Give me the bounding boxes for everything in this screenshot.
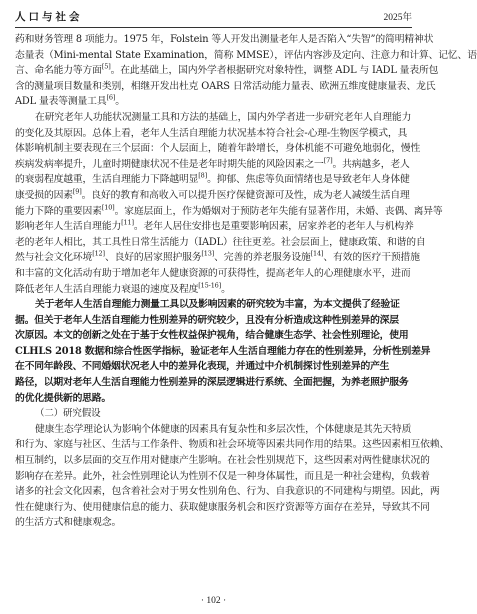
- text-line: 和丰富的文化活动有助于增加老年人健康资源的可获得性，提高老年人的心理健康水平，进而: [15, 267, 411, 279]
- citation-marker: [11]: [121, 218, 134, 227]
- citation-marker: [8]: [198, 172, 208, 181]
- text-line: 的变化及其原因。总体上看，老年人生活自理能力状况基本符合社会-心理-生物医学模式，具: [15, 127, 408, 139]
- running-header: [15, 9, 412, 23]
- citation-marker: [7]: [323, 156, 333, 165]
- paragraph: [15, 32, 477, 110]
- text-line: 的生活方式和健康观念。: [15, 517, 122, 529]
- citation-marker: [10]: [101, 203, 115, 212]
- journal-title: 人口与社会: [15, 11, 83, 23]
- text-line: 影响存在差异。此外，社会性别理论认为性别不仅是一种身体属性，而且是一种社会建构，负载着: [15, 470, 430, 482]
- text-line: 含的测量项目数量和类别，相继开发出杜克 OARS 日常活动能力量表、欧洲五维度健康量表、龙氏: [15, 80, 436, 92]
- text-line: 言、命名能力等方面[5]。在此基础上，国内外学者根据研究对象特性，调整 ADL 与 IADL 量表所包: [15, 62, 439, 77]
- text-line: 降低老年人生活自理能力衰退的速度及程度[15-16]。: [15, 281, 231, 295]
- article-body: [15, 32, 477, 531]
- text-line: 据。但关于老年人生活自理能力性别差异的研究较少，且没有分析造成这种性别差异的深层: [15, 314, 399, 326]
- citation-marker: [14]: [310, 250, 324, 259]
- text-line: 康受损的因素[9]。良好的教育和高收入可以提升医疗保健资源可及性，成为老人减缓生活自理: [15, 187, 410, 201]
- text-line: 然与社会文化环境[12]、良好的居家照护服务[13]、完善的养老服务设施[14]、有效的医疗干预措施: [15, 250, 420, 264]
- text-line: 和行为、家庭与社区、生活与工作条件、物质和社会环境等因素共同作用的结果。这些因素相互依赖、: [15, 439, 450, 451]
- text-line: 路径，以期对老年人生活自理能力性别差异的深层逻辑进行系统、全面把握，为养老照护服务: [15, 377, 409, 389]
- text-line: 性在健康行为、使用健康信息的能力、获取健康服务机会和医疗资源等方面存在差异，导致其不同: [15, 501, 430, 513]
- page-number: · 102 ·: [200, 596, 227, 606]
- citation-marker: [5]: [101, 62, 111, 71]
- text-line: 体影响机制主要表现在三个层面：个人层面上，随着年龄增长，身体机能不可避免地弱化，慢性: [15, 143, 421, 155]
- text-line: 次原因。本文的创新之处在于基于女性权益保护视角，结合健康生态学、社会性别理论，使用: [15, 330, 409, 342]
- text-line: 关于老年人生活自理能力测量工具以及影响因素的研究较为丰富，为本文提供了经验证: [35, 299, 400, 311]
- text-line: 相互制约，以多层面的交互作用对健康产生影响。在社会性别规范下，这些因素对两性健康状况的: [15, 455, 430, 467]
- text-line: 在研究老年人功能状况测量工具和方法的基础上，国内外学者进一步研究老年人自理能力: [35, 111, 412, 123]
- citation-marker: [15-16]: [198, 281, 222, 290]
- paragraph: [15, 297, 431, 406]
- text-line: 影响老年人生活自理能力[11]。老年人居住安排也是重要影响因素，居家养老的老年人与机构养: [15, 218, 414, 233]
- paragraph: [15, 422, 450, 531]
- header-rule: [15, 27, 412, 28]
- section-heading: （二）研究假设: [35, 408, 101, 420]
- text-line: ADL 量表等测量工具[6]。: [15, 94, 125, 108]
- text-line: CLHLS 2018 数据和综合性医学指标，验证老年人生活自理能力存在的性别差异，分析性别差异: [15, 345, 431, 357]
- citation-marker: [9]: [72, 187, 82, 196]
- text-line: 药和财务管理 8 项能力。1975 年，Folstein 等人开发出测量老年人是否陷入“失智”的简明精神状: [15, 34, 434, 45]
- citation-marker: [13]: [201, 250, 215, 259]
- text-line: 态量表（Mini-mental State Examination，简称 MMSE），评估内容涉及定向、注意力和计算、记忆、语: [15, 49, 477, 61]
- text-line: 疾病发病率提升，儿童时期健康状况不佳是老年时期失能的风险因素之一[7]。共病越多，老人: [15, 156, 410, 170]
- text-line: 的优化提供新的思路。: [15, 392, 111, 404]
- issue-year: 2025年: [383, 13, 412, 23]
- citation-marker: [6]: [106, 94, 116, 103]
- text-line: 在不同年龄段、不同婚姻状况老人中的差异化表现，并通过中介机制探讨性别差异的产生: [15, 361, 390, 373]
- paragraph: [15, 110, 443, 297]
- citation-marker: [12]: [92, 250, 105, 259]
- text-line: 诸多的社会文化因素，包含着社会对于男女性别角色、行为、自我意识的不同建构与期望。因此，两: [15, 486, 440, 498]
- text-line: 健康生态学理论认为影响个体健康的因素具有复杂性和多层次性，个体健康是其先天特质: [35, 423, 412, 435]
- text-line: 能力下降的重要因素[10]。家庭层面上，作为婚姻对于预防老年失能有显著作用，未婚、丧偶、离异等: [15, 203, 443, 217]
- text-line: 的衰弱程度越重，生活自理能力下降越明显[8]。抑郁、焦虑等负面情绪也是导致老年人身体健: [15, 172, 410, 186]
- text-line: 老的老年人相比，其工具性日常生活能力（IADL）往往更差。社会层面上，健康政策、和谐的自: [15, 236, 426, 248]
